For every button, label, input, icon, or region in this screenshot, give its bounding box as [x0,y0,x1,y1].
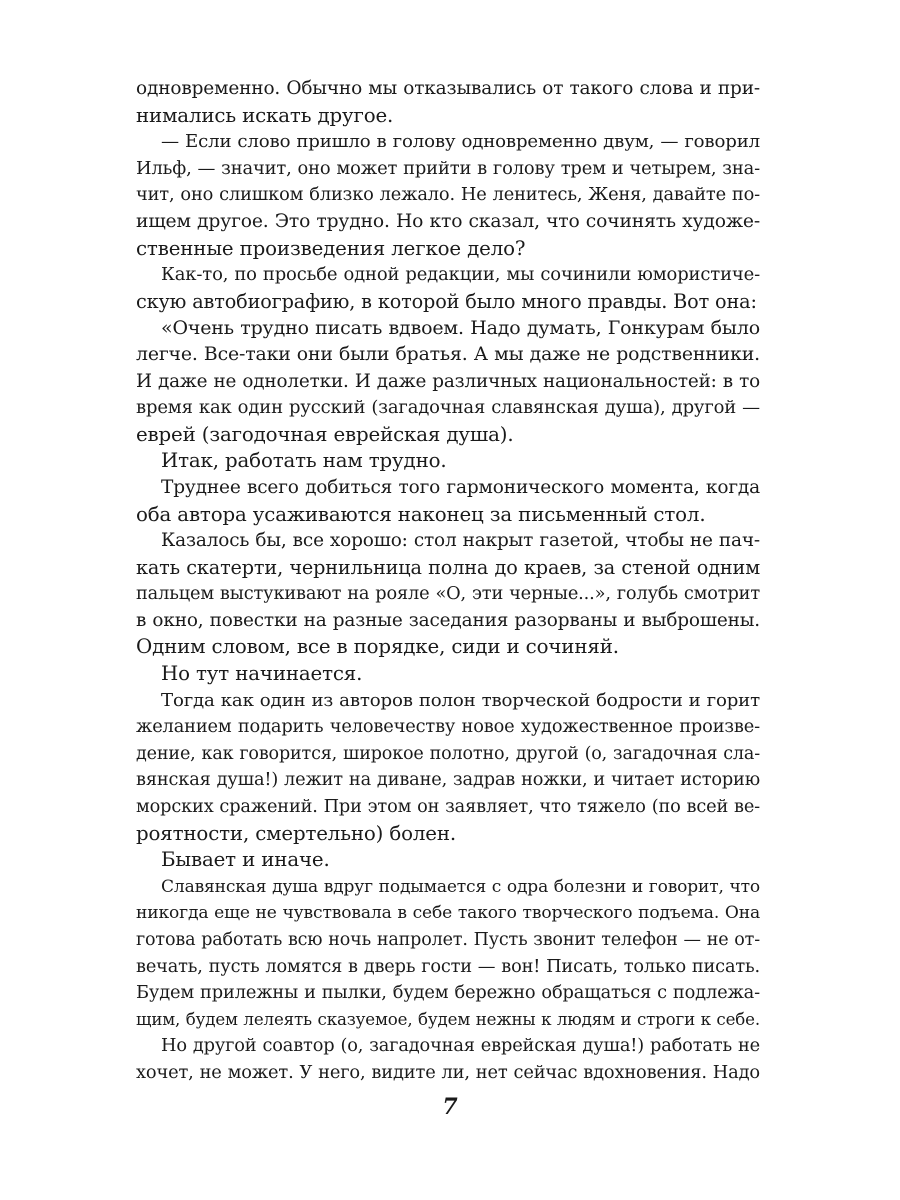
text-line: еврей (загодочная еврейская душа). [136,422,514,446]
text-line: Славянская душа вдруг подымается с одра болезни и говорит, что [161,876,760,897]
text-line: нимались искать другое. [136,103,394,127]
text-line: время как один русский (загадочная славянская душа), другой — [136,397,760,419]
text-line: вянская душа!) лежит на диване, задрав ножки, и читает историю [136,770,760,791]
text-line: Ильф, — значит, оно может прийти в голову трем и четырем, зна- [136,157,760,179]
page-number: 7 [442,1094,458,1120]
text-line: Будем прилежны и пылки, будем бережно обращаться с подлежа- [136,982,760,1004]
text-line: одновременно. Обычно мы отказывались от такого слова и при- [136,78,760,99]
text-line: Одним словом, все в порядке, сиди и сочиняй. [136,635,619,659]
text-line: Труднее всего добиться того гармонического момента, когда [161,476,760,498]
text-line: Как-то, по просьбе одной редакции, мы сочинили юмористиче- [161,264,760,286]
text-line: Тогда как один из авторов полон творческой бодрости и горит [161,689,760,711]
text-line: скую автобиографию, в которой было много правды. Вот она: [136,289,757,313]
text-line: роятности, смертельно) болен. [136,821,457,845]
text-line: чит, оно слишком близко лежало. Не ленитесь, Женя, давайте по- [136,184,760,206]
text-line: Итак, работать нам трудно. [161,449,447,473]
text-line: Казалось бы, все хорошо: стол накрыт газетой, чтобы не пач- [161,530,760,552]
text-line: Бывает и иначе. [161,848,330,872]
text-line: оба автора усаживаются наконец за письменный стол. [136,502,706,526]
text-line: дение, как говорится, широкое полотно, другой (о, загадочная сла- [136,743,760,764]
text-line: хочет, не может. У него, видите ли, нет сейчас вдохновения. Надо [136,1061,760,1083]
text-line: «Очень трудно писать вдвоем. Надо думать, Гонкурам было [161,317,760,340]
text-line: — Если слово пришло в голову одновременно двум, — говорил [161,131,760,153]
text-line: щим, будем лелеять сказуемое, будем нежны к людям и строги к себе. [136,1009,760,1029]
text-line: желанием подарить человечеству новое художественное произве- [136,716,760,738]
text-line: морских сражений. При этом он заявляет, что тяжело (по всей ве- [136,797,760,818]
text-line: готова работать всю ночь напролет. Пусть звонит телефон — не от- [136,930,760,950]
text-line: Но тут начинается. [161,662,363,686]
text-line: кать скатерти, чернильница полна до краев, за стеной одним [136,555,760,579]
text-line: никогда еще не чувствовала в себе такого творческого подъема. Она [136,903,760,924]
text-line: вечать, пусть ломятся в дверь гости — вон! Писать, только писать. [136,956,760,977]
body-text [136,76,760,1087]
text-line: в окно, повестки на разные заседания разорваны и выброшены. [136,609,760,631]
text-line: Но другой соавтор (о, загадочная еврейская душа!) работать не [161,1036,760,1057]
text-line: ищем другое. Это трудно. Но кто сказал, что сочинять художе- [136,210,760,232]
text-line: ственные произведения легкое дело? [136,236,526,260]
text-line: легче. Все-таки они были братья. А мы даже не родственники. [136,343,760,365]
text-line: И даже не однолетки. И даже различных национальностей: в то [136,370,760,392]
text-line: пальцем выстукивают на рояле «О, эти черные...», голубь смотрит [136,584,760,605]
